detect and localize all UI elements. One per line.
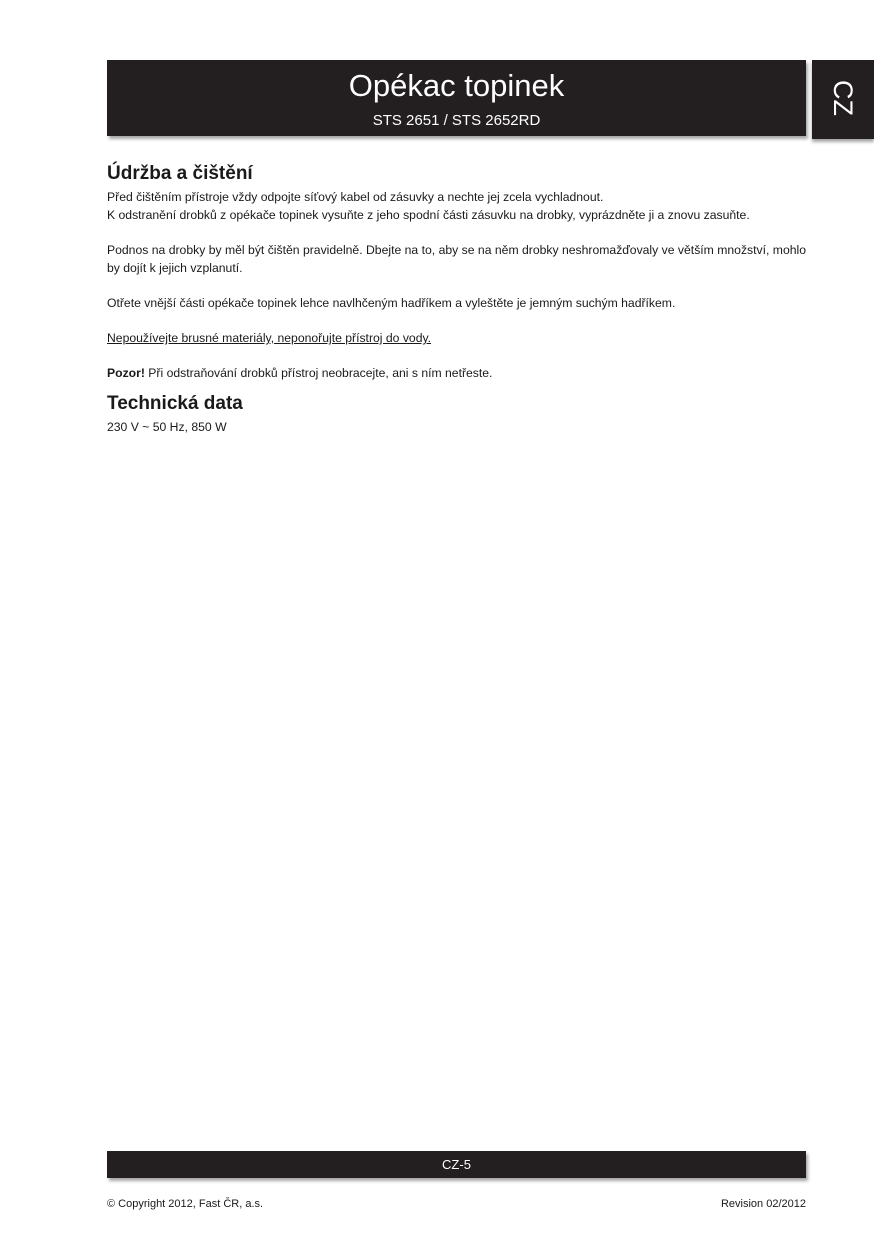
warning-paragraph: [107, 329, 806, 347]
model-subtitle: STS 2651 / STS 2652RD: [372, 112, 541, 129]
footer-bar: [107, 1151, 806, 1178]
technical-heading: Technická data: [107, 393, 243, 414]
maintenance-paragraph-3: Otřete vnější části opékače topinek lehce navlhčeným hadříkem a vyleštěte je jemným suchým hadříkem.: [107, 296, 676, 310]
maintenance-paragraph-1: [107, 188, 806, 224]
copyright-text: © Copyright 2012, Fast ČR, a.s.: [107, 1198, 264, 1210]
language-tab-label: CZ: [828, 80, 858, 116]
language-tab: [812, 60, 874, 139]
maintenance-paragraph-2: Podnos na drobky by měl být čištěn pravidelně. Dbejte na to, aby se na něm drobky neshromažďovaly ve větším množství, mohlo by dojít k jejich vzplanutí.: [107, 243, 806, 275]
header-bar: [107, 60, 806, 136]
caution-text: Při odstraňování drobků přístroj neobracejte, ani s ním netřeste.: [144, 366, 493, 380]
revision-text: Revision 02/2012: [720, 1198, 806, 1210]
page-title: Opékac topinek: [348, 68, 565, 103]
document-body: [107, 160, 806, 436]
caution-paragraph: [107, 364, 806, 382]
maintenance-line-1: Před čištěním přístroje vždy odpojte síťový kabel od zásuvky a nechte jej zcela vychladnout.: [107, 190, 604, 204]
caution-label: Pozor!: [107, 366, 145, 380]
maintenance-line-2: K odstranění drobků z opékače topinek vysuňte z jeho spodní části zásuvku na drobky, vyprázdněte ji a znovu zasuňte.: [107, 208, 750, 222]
warning-text: Nepoužívejte brusné materiály, neponořujte přístroj do vody.: [107, 331, 432, 345]
technical-spec: 230 V ~ 50 Hz, 850 W: [107, 420, 227, 434]
maintenance-heading: Údržba a čištění: [107, 163, 253, 184]
page-number: CZ-5: [442, 1157, 471, 1172]
